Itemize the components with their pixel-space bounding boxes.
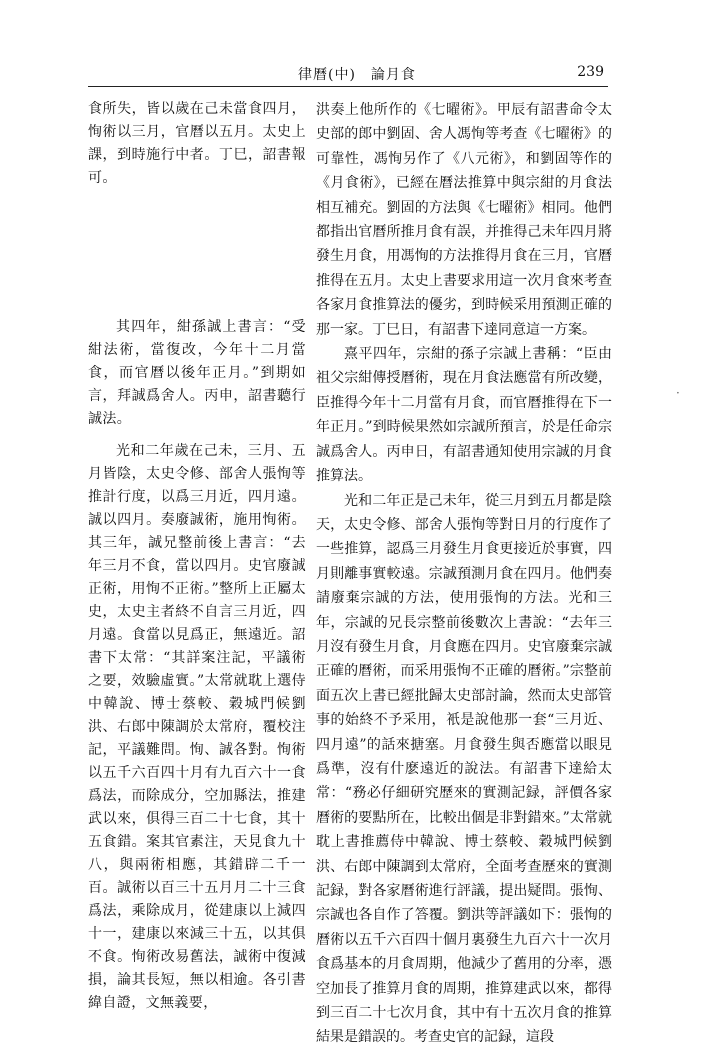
right-paragraph-1: 洪奏上他所作的《七曜術》。甲辰有詔書命令太史部的郎中劉固、舍人馮恂等考查《七曜術》的可靠性，馮恂另作了《八元術》，和劉固等作的《月食術》，已經在曆法推算中與宗紺的月食法相互補充。劉固的方法與《七曜術》相同。他們都指出官曆所推月食有誤，并推得己未年四月將發生月食，用馮恂的方法推得月食在三月，官曆推得在五月。太史上書要求用這一次月食來考查各家月食推算法的優劣，到時候采用預測正確的那一家。丁巳日，有詔書下達同意這一方案。 xyxy=(316,102,612,338)
left-paragraph-3: 光和二年歲在己未，三月、五月皆陰，太史令修、部舍人張恂等推計行度，以爲三月近，四月遠。誠以四月。奏廢誠術，施用恂術。其三年，誠兄整前後上書言：“去年三月不食，當以四月。史官廢誠正術，用恂不正術。”整所上正屬太史，太史主者終不自言三月近，四月遠。食當以見爲正，無遠近。詔書下太常：“其詳案注記，平議術之要，效驗虛實。”太常就耽上選侍中韓說、博士蔡較、穀城門候劉洪、右郎中陳調於太常府，覆校注記，平議難問。恂、誠各對。恂術以五千六百四十月有九百六十一食爲法，而除成分，空加縣法，推建武以來，俱得三百二十七食，其十五食錯。案其官素注，天見食九十八，與兩術相應，其錯辟二千一百。誠術以百三十五月月二十三食爲法，乘除成月，從建康以上減四十一，建康以來減三十五，以其俱不食。恂術改易舊法，誠術中復減損，論其長短，無以相逾。各引書緯自證，文無義要， xyxy=(88,443,306,1011)
margin-mark: · xyxy=(676,386,680,400)
left-paragraph-2: 其四年，紺孫誠上書言：“受紺法術，當復改，今年十二月當食，而官曆以後年正月。”到期如言，拜誠爲舍人。丙申，詔書聽行誠法。 xyxy=(88,319,306,427)
page-number: 239 xyxy=(577,64,604,80)
right-paragraph-2: 熹平四年，宗紺的孫子宗誠上書稱：“臣由祖父宗紺傳授曆術，現在月食法應當有所改變，臣推得今年十二月當有月食，而官曆推得在下一年正月。”到時候果然如宗誠所預言，於是任命宗誠爲舍人。丙申日，有詔書通知使用宗誠的月食推算法。 xyxy=(316,346,612,485)
running-title: 律曆(中) 論月食 xyxy=(298,67,416,83)
left-paragraph-1: 食所失，皆以歲在己未當食四月，恂術以三月，官曆以五月。太史上課，到時施行中者。丁巳，詔書報可。 xyxy=(88,101,306,186)
right-column xyxy=(316,98,612,1050)
header-rule xyxy=(88,86,608,87)
page-header xyxy=(88,64,608,86)
right-paragraph-3: 光和二年正是己未年，從三月到五月都是陰天，太史令修、部舍人張恂等對日月的行度作了一些推算，認爲三月發生月食更接近於事實，四月則離事實較遠。宗誠預測月食在四月。他們奏請廢棄宗誠的方法，使用張恂的方法。光和三年，宗誠的兄長宗整前後數次上書說：“去年三月沒有發生月食，月食應在四月。史官廢棄宗誠正確的曆術，而采用張恂不正確的曆術。”宗整前面五次上書已經批歸太史部討論，然而太史部管事的始終不予采用，衹是說他那一套“三月近、四月遠”的話來搪塞。月食發生與否應當以眼見爲準，沒有什麽遠近的說法。有詔書下達給太常：“務必仔細研究歷來的實測記録，評價各家曆術的要點所在，比較出個是非對錯來。”太常就耽上書推薦侍中韓說、博士蔡較、穀城門候劉洪、右郎中陳調到太常府，全面考查歷來的實測記録，對各家曆術進行評議，提出疑問。張恂、宗誠也各自作了答覆。劉洪等評議如下：張恂的曆術以五千六百四十個月裏發生九百六十一次月食爲基本的月食周期，他減少了舊用的分率，憑空加長了推算月食的周期，推算建武以來，都得到三百二十七次月食，其中有十五次月食的推算結果是錯誤的。考查史官的記録，這段 xyxy=(316,492,612,1046)
